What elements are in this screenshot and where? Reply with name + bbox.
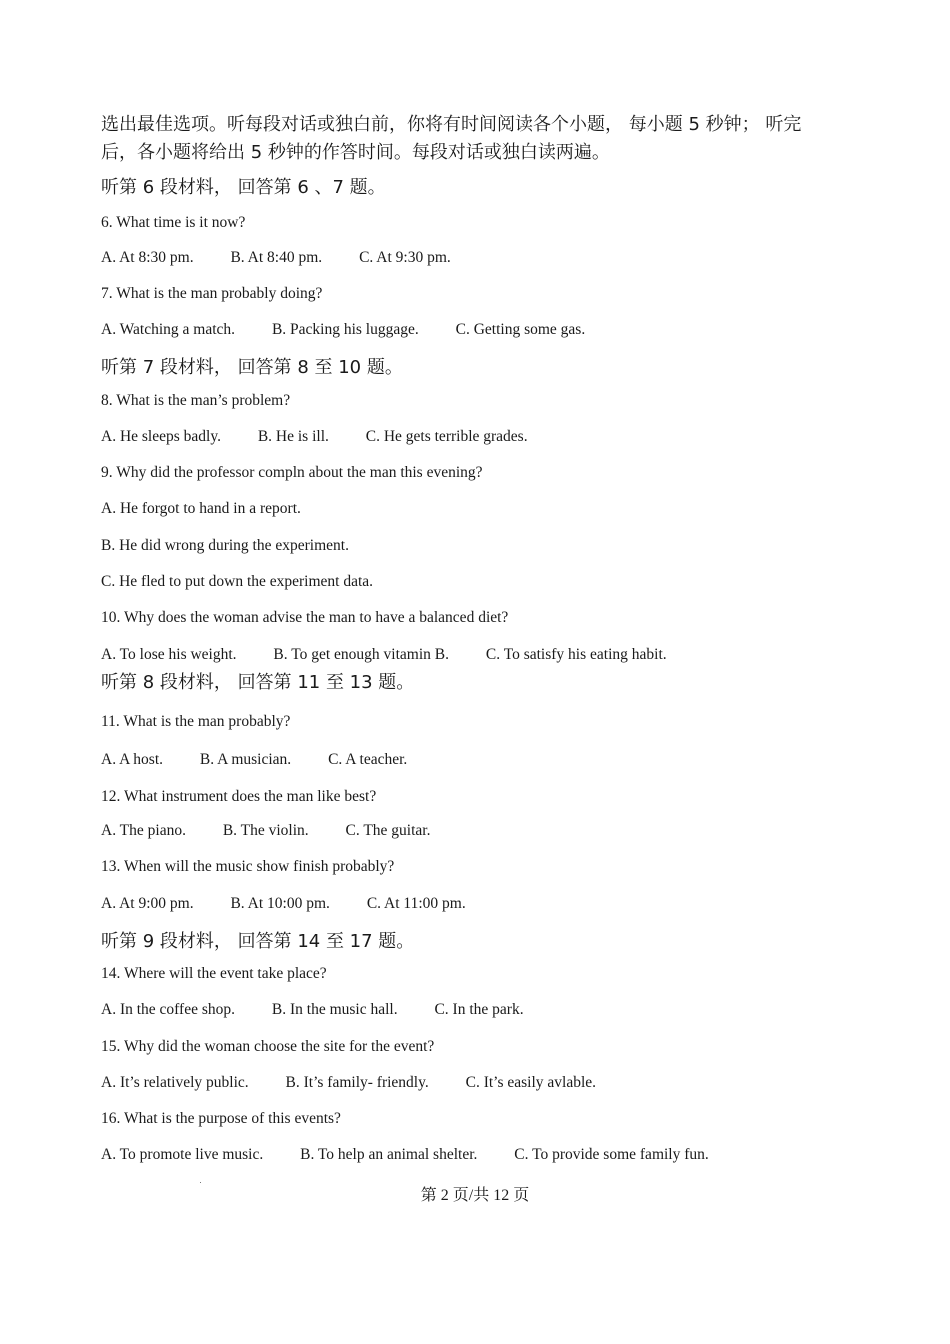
- question-9-option-b: B. He did wrong during the experiment.: [101, 537, 349, 554]
- question-16: 16. What is the purpose of this events?: [101, 1110, 341, 1127]
- question-12-options: [101, 821, 431, 841]
- section-instructions: 选出最佳选项。听每段对话或独白前，你将有时间阅读各个小题， 每小题 5 秒钟； 听完后，各小题将给出 5 秒钟的作答时间。每段对话或独白读两遍。: [101, 114, 802, 163]
- question-9: 9. Why did the professor compln about the man this evening?: [101, 464, 483, 481]
- question-8-options: [101, 427, 528, 447]
- option-b: B. A musician.: [199, 751, 292, 768]
- question-11: 11. What is the man probably?: [101, 713, 291, 730]
- option-a: A. The piano.: [101, 822, 186, 839]
- question-16-options: [101, 1145, 709, 1165]
- question-15: 15. Why did the woman choose the site for the event?: [101, 1038, 435, 1055]
- option-c: C. It’s easily avlable.: [465, 1074, 597, 1091]
- question-6-options: [101, 248, 451, 268]
- stray-mark: [200, 1182, 201, 1183]
- option-a: A. Watching a match.: [101, 321, 236, 338]
- section-heading-8: 听第 8 段材料， 回答第 11 至 13 题。: [101, 672, 415, 693]
- question-9-option-c: C. He fled to put down the experiment data.: [101, 573, 374, 590]
- question-10: 10. Why does the woman advise the man to have a balanced diet?: [101, 609, 509, 626]
- option-a: A. He sleeps badly.: [101, 428, 221, 445]
- question-6: 6. What time is it now?: [101, 214, 246, 231]
- section-heading-6: 听第 6 段材料， 回答第 6 、7 题。: [101, 177, 386, 198]
- option-c: C. To satisfy his eating habit.: [485, 646, 667, 663]
- option-a: A. In the coffee shop.: [101, 1001, 236, 1018]
- question-11-options: [101, 750, 407, 770]
- option-c: C. At 11:00 pm.: [366, 895, 466, 912]
- option-b: B. At 8:40 pm.: [230, 249, 323, 266]
- question-8: 8. What is the man’s problem?: [101, 392, 291, 409]
- question-13-options: [101, 894, 466, 914]
- question-7: 7. What is the man probably doing?: [101, 285, 323, 302]
- option-b: B. At 10:00 pm.: [230, 895, 330, 912]
- question-10-options: [101, 645, 667, 665]
- option-c: C. Getting some gas.: [455, 321, 586, 338]
- option-b: B. In the music hall.: [271, 1001, 398, 1018]
- option-c: C. The guitar.: [345, 822, 431, 839]
- option-b: B. He is ill.: [257, 428, 329, 445]
- question-9-option-a: A. He forgot to hand in a report.: [101, 500, 301, 517]
- option-b: B. The violin.: [222, 822, 309, 839]
- option-a: A. A host.: [101, 751, 164, 768]
- option-b: B. Packing his luggage.: [271, 321, 419, 338]
- option-c: C. A teacher.: [328, 751, 408, 768]
- section-heading-9: 听第 9 段材料， 回答第 14 至 17 题。: [101, 931, 415, 952]
- question-7-options: [101, 320, 585, 340]
- option-a: A. At 9:00 pm.: [101, 895, 194, 912]
- section-heading-7: 听第 7 段材料， 回答第 8 至 10 题。: [101, 357, 403, 378]
- page-footer: 第 2 页/共 12 页: [420, 1187, 530, 1204]
- question-14-options: [101, 1000, 524, 1020]
- option-b: B. It’s family- friendly.: [285, 1074, 429, 1091]
- option-a: A. At 8:30 pm.: [101, 249, 194, 266]
- question-12: 12. What instrument does the man like best?: [101, 788, 377, 805]
- option-c: C. At 9:30 pm.: [359, 249, 451, 266]
- option-a: A. It’s relatively public.: [101, 1074, 249, 1091]
- option-b: B. To get enough vitamin B.: [273, 646, 450, 663]
- question-15-options: [101, 1073, 596, 1093]
- option-c: C. In the park.: [434, 1001, 524, 1018]
- option-a: A. To promote live music.: [101, 1146, 264, 1163]
- option-b: B. To help an animal shelter.: [300, 1146, 478, 1163]
- option-c: C. He gets terrible grades.: [365, 428, 528, 445]
- question-13: 13. When will the music show finish probably?: [101, 858, 395, 875]
- question-14: 14. Where will the event take place?: [101, 965, 327, 982]
- option-c: C. To provide some family fun.: [514, 1146, 709, 1163]
- option-a: A. To lose his weight.: [101, 646, 237, 663]
